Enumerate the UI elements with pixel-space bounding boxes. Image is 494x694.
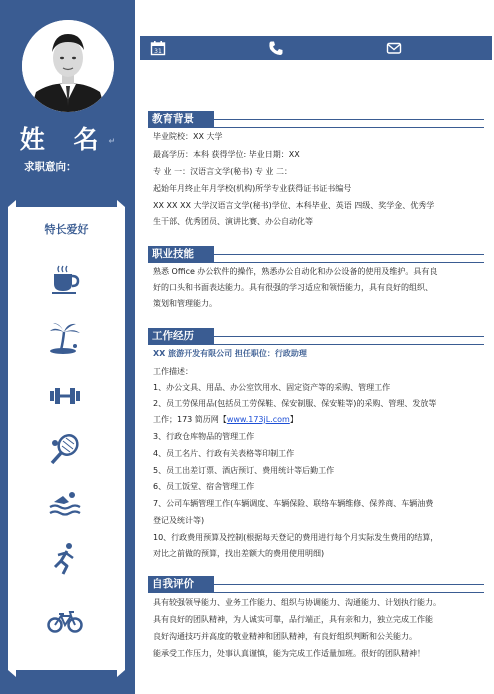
panel-notch bbox=[117, 200, 125, 207]
education-line: 毕业院校：XX 大学 bbox=[153, 132, 223, 141]
work-line: 工作描述： bbox=[153, 367, 193, 376]
panel-notch bbox=[8, 200, 16, 207]
skills-line: 好的口头和书面表达能力。具有很强的学习适应和领悟能力，具有良好的组织、 bbox=[153, 283, 433, 292]
sidebar bbox=[0, 0, 135, 694]
coffee-cup-icon bbox=[47, 262, 83, 298]
person-portrait-icon bbox=[22, 20, 114, 112]
evaluation-line: 良好沟通技巧并高度的敬业精神和团队精神，有良好组织判断和公关能力。 bbox=[153, 632, 417, 641]
section-title: 自我评价 bbox=[148, 576, 214, 592]
work-line: 2、员工劳保用品(包括员工劳保鞋、保安制服、保安鞋等)的采购、管理、发放等 bbox=[153, 399, 437, 408]
bicycle-icon bbox=[47, 603, 83, 639]
hobby-title: 特长爱好 bbox=[44, 223, 89, 236]
evaluation-line: 具有较强领导能力、业务工作能力、组织与协调能力、沟通能力、计划执行能力。 bbox=[153, 598, 441, 607]
work-line: 4、员工名片、行政有关表格等印制工作 bbox=[153, 449, 295, 458]
work-line: 对比之前做的预算，找出差额大的费用使用明细) bbox=[153, 549, 325, 558]
calendar-icon bbox=[150, 40, 166, 56]
job-intent-label: 求职意向： bbox=[24, 161, 77, 173]
section-title: 教育背景 bbox=[148, 111, 214, 127]
section-title: 职业技能 bbox=[148, 246, 214, 262]
work-line: 1、办公文具、用品、办公室饮用水、固定资产等的采购、管理工作 bbox=[153, 383, 391, 392]
email-icon bbox=[386, 40, 402, 56]
skills-line: 策划和管理能力。 bbox=[153, 299, 217, 308]
education-line: 专 业 一：汉语言文学(秘书) 专 业 二： bbox=[153, 167, 292, 176]
work-line: 6、员工饭堂、宿舍管理工作 bbox=[153, 482, 255, 491]
work-line: 5、员工出差订票、酒店预订、费用统计等后勤工作 bbox=[153, 466, 335, 475]
divider bbox=[148, 344, 484, 345]
evaluation-line: 具有良好的团队精神，为人诚实可靠，品行端正，具有亲和力，独立完成工作能 bbox=[153, 615, 433, 624]
phone-icon bbox=[268, 40, 284, 56]
svg-text:31: 31 bbox=[154, 48, 162, 55]
resume-name: 姓 名↵ bbox=[19, 125, 116, 154]
avatar bbox=[22, 20, 114, 112]
work-line-with-link: 工作；173 简历网【www.173jL.com】 bbox=[153, 415, 298, 424]
divider bbox=[148, 262, 484, 263]
work-line: 10、行政费用预算及控制(根据每天登记的费用进行每个月实际发生费用的结算， bbox=[153, 533, 439, 542]
tennis-racket-icon bbox=[47, 432, 83, 468]
work-line: 登记及统计等) bbox=[153, 516, 205, 525]
website-link[interactable]: www.173jL.com bbox=[226, 415, 290, 424]
divider bbox=[148, 127, 484, 128]
palm-island-icon bbox=[47, 320, 83, 356]
contact-bar bbox=[140, 36, 492, 60]
work-line: 7、公司车辆管理工作(车辆调度、车辆保险、联络车辆维修、保养商、车辆油费 bbox=[153, 499, 434, 508]
skills-line: 熟悉 Office 办公软件的操作，熟悉办公自动化和办公设备的使用及维护。具有良 bbox=[153, 267, 438, 276]
swimming-icon bbox=[47, 484, 83, 520]
running-icon bbox=[47, 541, 83, 577]
education-line: XX XX XX 大学汉语言文学(秘书)学位、本科毕业、英语 四级、奖学金、优秀学 bbox=[153, 201, 435, 210]
hobby-panel bbox=[8, 207, 125, 670]
work-line: 3、行政仓库物品的管理工作 bbox=[153, 432, 255, 441]
education-line: 生干部、优秀团员、演讲比赛、办公自动化等 bbox=[153, 217, 313, 226]
divider bbox=[214, 254, 484, 255]
divider bbox=[214, 336, 484, 337]
panel-notch bbox=[117, 670, 125, 677]
work-company: XX 旅游开发有限公司 担任职位：行政助理 bbox=[153, 349, 307, 358]
divider bbox=[214, 119, 484, 120]
dumbbell-icon bbox=[47, 378, 83, 414]
divider bbox=[148, 592, 484, 593]
divider bbox=[214, 584, 484, 585]
education-line: 最高学历：本科 获得学位: 毕业日期：XX bbox=[153, 150, 300, 159]
evaluation-line: 能承受工作压力，处事认真谨慎，能为完成工作适量加班。很好的团队精神！ bbox=[153, 649, 425, 658]
education-line: 起始年月终止年月学校(机构)所学专业获得证书证书编号 bbox=[153, 184, 352, 193]
section-title: 工作经历 bbox=[148, 328, 214, 344]
panel-notch bbox=[8, 670, 16, 677]
